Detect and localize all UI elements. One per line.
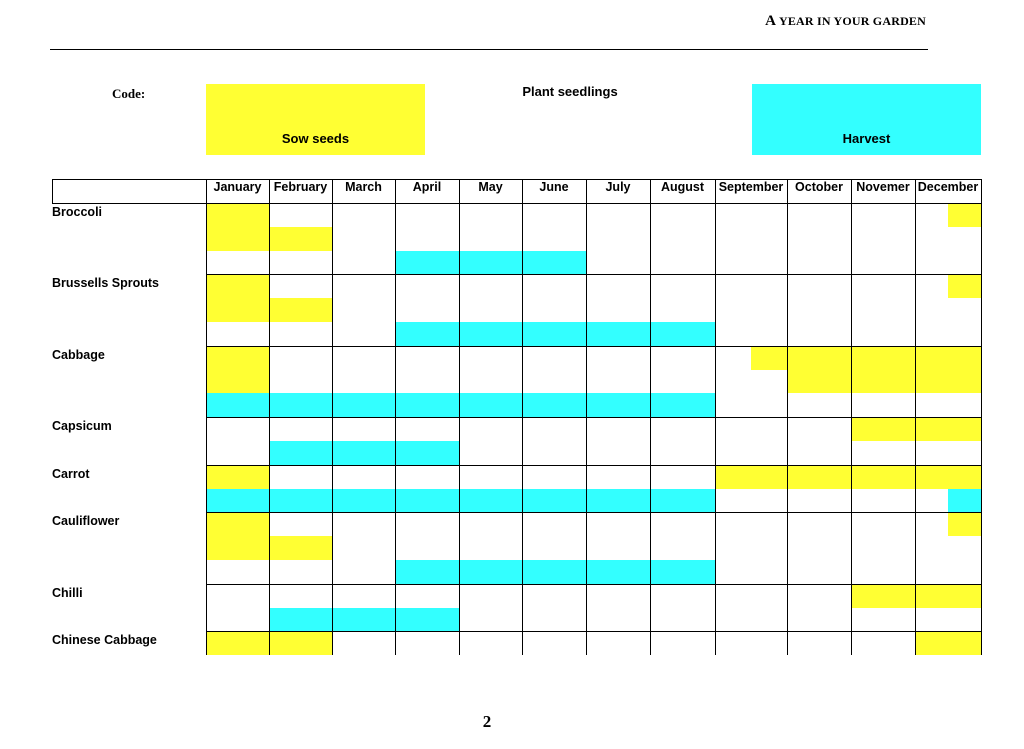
legend-code-label: Code: [112,86,146,101]
row-group-divider [206,512,981,513]
calendar-mark-sow [206,370,269,394]
row-group-divider [206,631,981,632]
calendar-mark-harvest [269,441,459,465]
calendar-mark-harvest [395,322,715,346]
calendar-mark-sow [948,274,981,298]
calendar-mark-sow [206,203,269,227]
vegetable-label: Cauliflower [52,514,120,529]
header-title-rest: YEAR IN YOUR GARDEN [776,14,926,28]
month-header-january: January [213,180,262,194]
header-title-initial: A [765,13,777,29]
row-group-divider [206,465,981,466]
month-header-march: March [345,180,382,194]
row-group-divider [206,584,981,585]
calendar-mark-harvest [395,560,715,584]
calendar-mark-sow [851,584,981,608]
table-header-bottom-border [52,203,981,204]
month-header-july: July [605,180,631,194]
legend-sow-label: Sow seeds [281,131,350,146]
vegetable-label: Carrot [52,466,90,481]
vegetable-label: Chinese Cabbage [52,633,157,648]
row-group-divider [206,274,981,275]
calendar-mark-sow [751,346,981,370]
calendar-mark-harvest [395,251,586,275]
calendar-mark-sow [715,465,981,489]
row-group-divider [206,417,981,418]
calendar-mark-harvest [206,393,715,417]
column-divider [981,179,982,655]
calendar-mark-sow [948,512,981,536]
vegetable-label: Cabbage [52,347,105,362]
calendar-mark-harvest [269,608,459,632]
calendar-mark-sow [787,370,981,394]
row-group-divider [206,346,981,347]
month-header-april: April [412,180,442,194]
vegetable-label: Capsicum [52,419,112,434]
month-header-novemer: Novemer [856,180,910,194]
month-header-february: February [273,180,328,194]
calendar-mark-sow [948,203,981,227]
page-number: 2 [482,712,492,731]
table-left-border [52,179,53,203]
month-header-september: September [718,180,784,194]
month-header-october: October [795,180,843,194]
calendar-mark-harvest [948,489,981,513]
vegetable-label: Chilli [52,585,83,600]
calendar-mark-sow [206,274,269,298]
vegetable-label: Brussells Sprouts [52,276,159,291]
table-header-top-border [52,179,981,180]
calendar-mark-sow [915,631,981,655]
month-header-december: December [917,180,979,194]
month-header-august: August [660,180,705,194]
vegetable-label: Broccoli [52,205,103,219]
calendar-mark-sow [851,417,981,441]
calendar-mark-sow [206,346,269,370]
month-header-may: May [478,180,503,194]
calendar-mark-sow [206,512,269,536]
calendar-mark-harvest [206,489,715,513]
legend-harvest-label: Harvest [842,131,891,146]
calendar-mark-sow [206,465,269,489]
legend-plant-label: Plant seedlings [522,84,618,99]
month-header-june: June [539,180,569,194]
